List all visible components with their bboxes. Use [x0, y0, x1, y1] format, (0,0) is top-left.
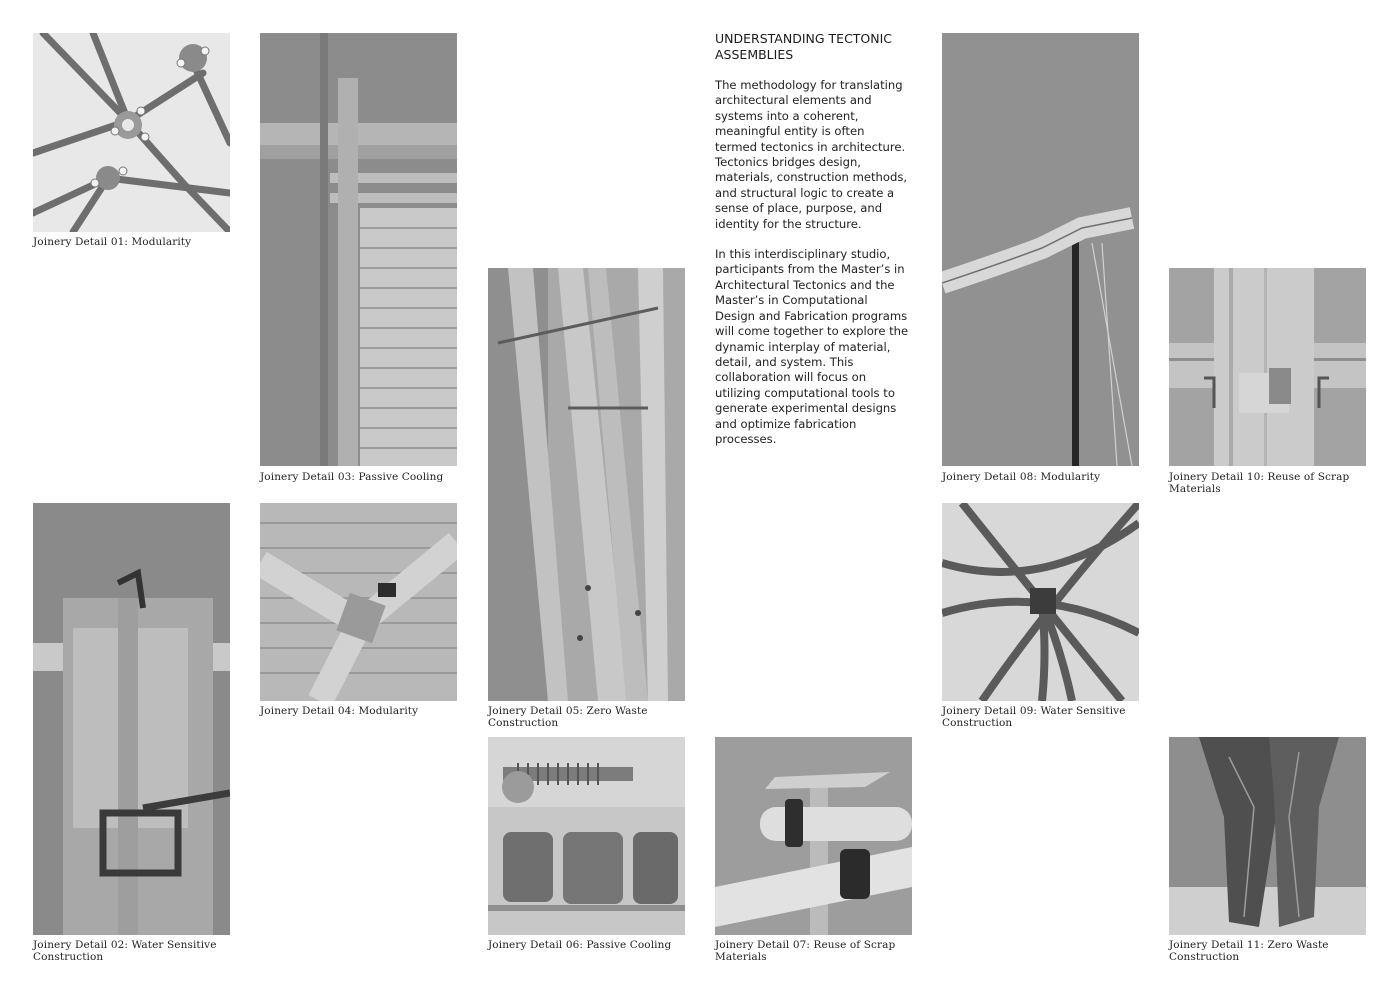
caption-joinery-01: Joinery Detail 01: Modularity	[33, 236, 192, 248]
paragraph-1: The methodology for translating architectural elements and systems into a coherent, meaningful entity is often termed tectonics in architecture. Tectonics bridges design, materials, construction methods, and structural logic to create a sense of place, purpose, and identity for the structure.	[715, 78, 908, 231]
photo-joinery-02	[33, 503, 230, 935]
caption-joinery-02-line2: Construction	[33, 951, 104, 963]
caption-joinery-04: Joinery Detail 04: Modularity	[260, 705, 419, 717]
photo-joinery-03	[260, 33, 457, 466]
caption-joinery-02	[33, 939, 217, 963]
caption-joinery-07	[715, 939, 895, 963]
photo-joinery-01	[33, 33, 230, 232]
caption-joinery-10-line1: Joinery Detail 10: Reuse of Scrap	[1169, 471, 1350, 483]
photo-joinery-05	[488, 268, 685, 701]
caption-joinery-11	[1169, 939, 1329, 963]
photo-joinery-10	[1169, 268, 1366, 466]
intro-text	[715, 78, 910, 462]
caption-joinery-11-line2: Construction	[1169, 951, 1240, 963]
caption-joinery-10	[1169, 471, 1349, 495]
photo-joinery-06	[488, 737, 685, 935]
caption-joinery-09-line2: Construction	[942, 717, 1013, 729]
caption-joinery-11-line1: Joinery Detail 11: Zero Waste	[1169, 939, 1329, 951]
caption-joinery-05	[488, 705, 648, 729]
photo-joinery-07	[715, 737, 912, 935]
photo-joinery-11	[1169, 737, 1366, 935]
caption-joinery-07-line1: Joinery Detail 07: Reuse of Scrap	[715, 939, 896, 951]
caption-joinery-07-line2: Materials	[715, 951, 767, 963]
photo-joinery-08	[942, 33, 1139, 466]
caption-joinery-09	[942, 705, 1126, 729]
caption-joinery-05-line1: Joinery Detail 05: Zero Waste	[488, 705, 648, 717]
caption-joinery-08: Joinery Detail 08: Modularity	[942, 471, 1101, 483]
caption-joinery-03: Joinery Detail 03: Passive Cooling	[260, 471, 444, 483]
photo-joinery-09	[942, 503, 1139, 701]
photo-joinery-04	[260, 503, 457, 701]
caption-joinery-10-line2: Materials	[1169, 483, 1221, 495]
caption-joinery-02-line1: Joinery Detail 02: Water Sensitive	[33, 939, 217, 951]
section-heading: UNDERSTANDING TECTONIC ASSEMBLIES	[715, 31, 893, 62]
caption-joinery-06: Joinery Detail 06: Passive Cooling	[488, 939, 672, 951]
caption-joinery-09-line1: Joinery Detail 09: Water Sensitive	[942, 705, 1126, 717]
paragraph-2: In this interdisciplinary studio, participants from the Master’s in Architectural Tectonics and the Master’s in Computational Design and Fabrication programs will come together to explore the dynamic interplay of material, detail, and system. This collaboration will focus on utilizing computational tools to generate experimental designs and optimize fabrication processes.	[715, 247, 909, 446]
caption-joinery-05-line2: Construction	[488, 717, 559, 729]
